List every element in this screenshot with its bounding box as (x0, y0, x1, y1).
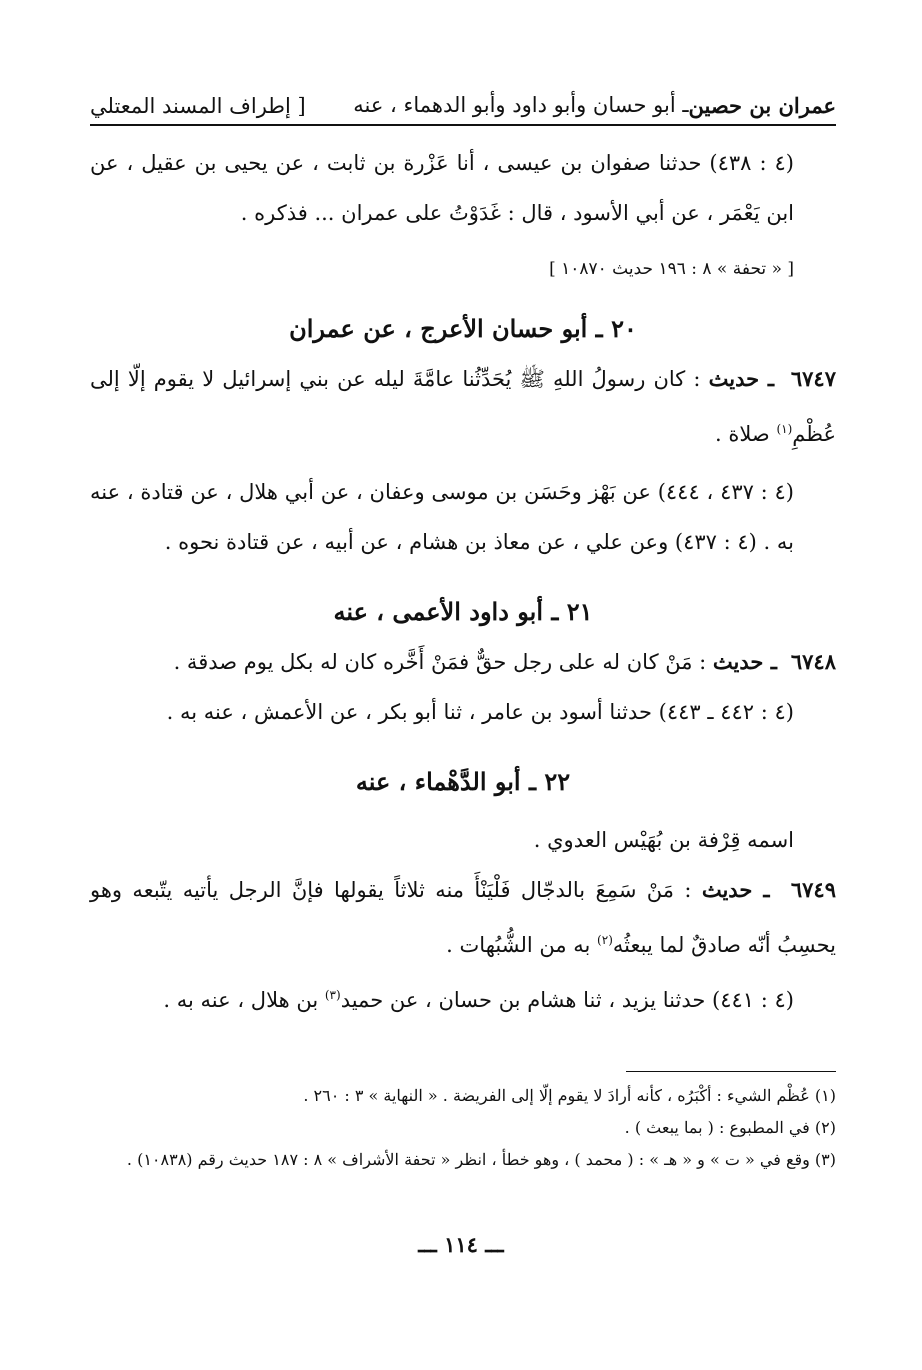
header-title-rest: ـ أبو حسان وأبو داود وأبو الدهماء ، عنه (353, 93, 689, 117)
header-divider (90, 124, 836, 126)
header-title (353, 93, 836, 118)
footnote-3: (٣) وقع في « ت » و « هـ » : ( محمد ) ، وهو خطأ ، انظر « تحفة الأشراف » ٨ : ١٨٧ حديث رقم (١٠٨٣٨) . (126, 1150, 836, 1169)
hadith-number: ٦٧٤٧ (790, 366, 836, 391)
hadith-keyword: ـ حديث (701, 877, 781, 902)
hadith-6747 (90, 354, 836, 459)
hadith-keyword: ـ حديث (708, 366, 783, 391)
hadith-text-end: به من الشُّبُهات . (446, 933, 598, 957)
section-title-21: ٢١ ـ أبو داود الأعمى ، عنه (333, 597, 593, 626)
source-chain-6748: (٤ : ٤٤٢ ـ ٤٤٣) حدثنا أسود بن عامر ، ثنا أبو بكر ، عن الأعمش ، عنه به . (166, 700, 794, 724)
hadith-number: ٦٧٤٨ (790, 649, 836, 674)
hadith-text: : مَنْ سَمِعَ بالدجّال فَلْيَنْأَ منه ثلاثاً يقولها فإنَّ الرجل يأتيه يتّبعه وهو يحسِبُ أنّه صادقٌ لما يبعثُه (90, 878, 836, 957)
hadith-keyword: ـ حديث (712, 649, 785, 674)
footnote-marker: (٢) (597, 933, 613, 947)
footnote-marker: (٣) (324, 988, 341, 1002)
source-chain-6746: (٤ : ٤٣٨) حدثنا صفوان بن عيسى ، أنا عَزْرة بن ثابت ، عن يحيى بن عقيل ، عن ابن يَعْمَر ، عن أبي الأسود ، قال : غَدَوْتُ على عمران ... فذكره . (90, 151, 794, 225)
source-chain-6749: (٤ : ٤٤١) حدثنا يزيد ، ثنا هشام بن حسان ، عن حميد$^{(٣)}$ بن هلال ، عنه به . (163, 988, 794, 1012)
narrator-name-note: اسمه قِرْفة بن بُهَيْس العدوي . (533, 828, 794, 852)
hadith-text: : كان رسولُ اللهِ ﷺ يُحَدِّثُنا عامَّةَ ليله عن بني إسرائيل لا يقوم إلّا إلى عُظْمِ (90, 367, 836, 446)
page-number: ـــ ١١٤ ـــ (418, 1232, 504, 1257)
header-book-title: [ إطراف المسند المعتلي (90, 94, 306, 118)
header-title-bold: عمران بن حصين (688, 93, 836, 118)
footnote-1: (١) عُظْم الشيء : أكْبَرُه ، كأنه أرادَ لا يقوم إلّا إلى الفريضة . « النهاية » ٣ : ٢٦٠ . (303, 1086, 836, 1105)
hadith-6748 (90, 637, 836, 687)
hadith-6749 (90, 865, 836, 970)
footnote-divider (626, 1071, 836, 1072)
section-title-20: ٢٠ ـ أبو حسان الأعرج ، عن عمران (289, 314, 637, 343)
page-body (90, 138, 836, 1025)
footnote-marker: (١) (776, 422, 793, 436)
footnote-2: (٢) في المطبوع : ( بما يبعث ) . (624, 1118, 836, 1137)
tuhfa-reference: [ « تحفة » ٨ : ١٩٦ حديث ١٠٨٧٠ ] (549, 259, 794, 279)
hadith-text-end: صلاة . (715, 422, 777, 446)
hadith-text: : مَنْ كان له على رجل حقٌّ فمَنْ أَخَّره كان له بكل يوم صدقة . (173, 650, 713, 674)
hadith-number: ٦٧٤٩ (790, 877, 836, 902)
footnotes (86, 1080, 836, 1176)
source-chain-6747: (٤ : ٤٣٧ ، ٤٤٤) عن بَهْز وحَسَن بن موسى وعفان ، عن أبي هلال ، عن قتادة ، عنه به . (٤ : ٤٣٧) وعن علي ، عن معاذ بن هشام ، عن أبيه ، عن قتادة نحوه . (90, 480, 794, 554)
running-header (90, 78, 836, 118)
section-title-22: ٢٢ ـ أبو الدَّهْماء ، عنه (355, 767, 571, 796)
